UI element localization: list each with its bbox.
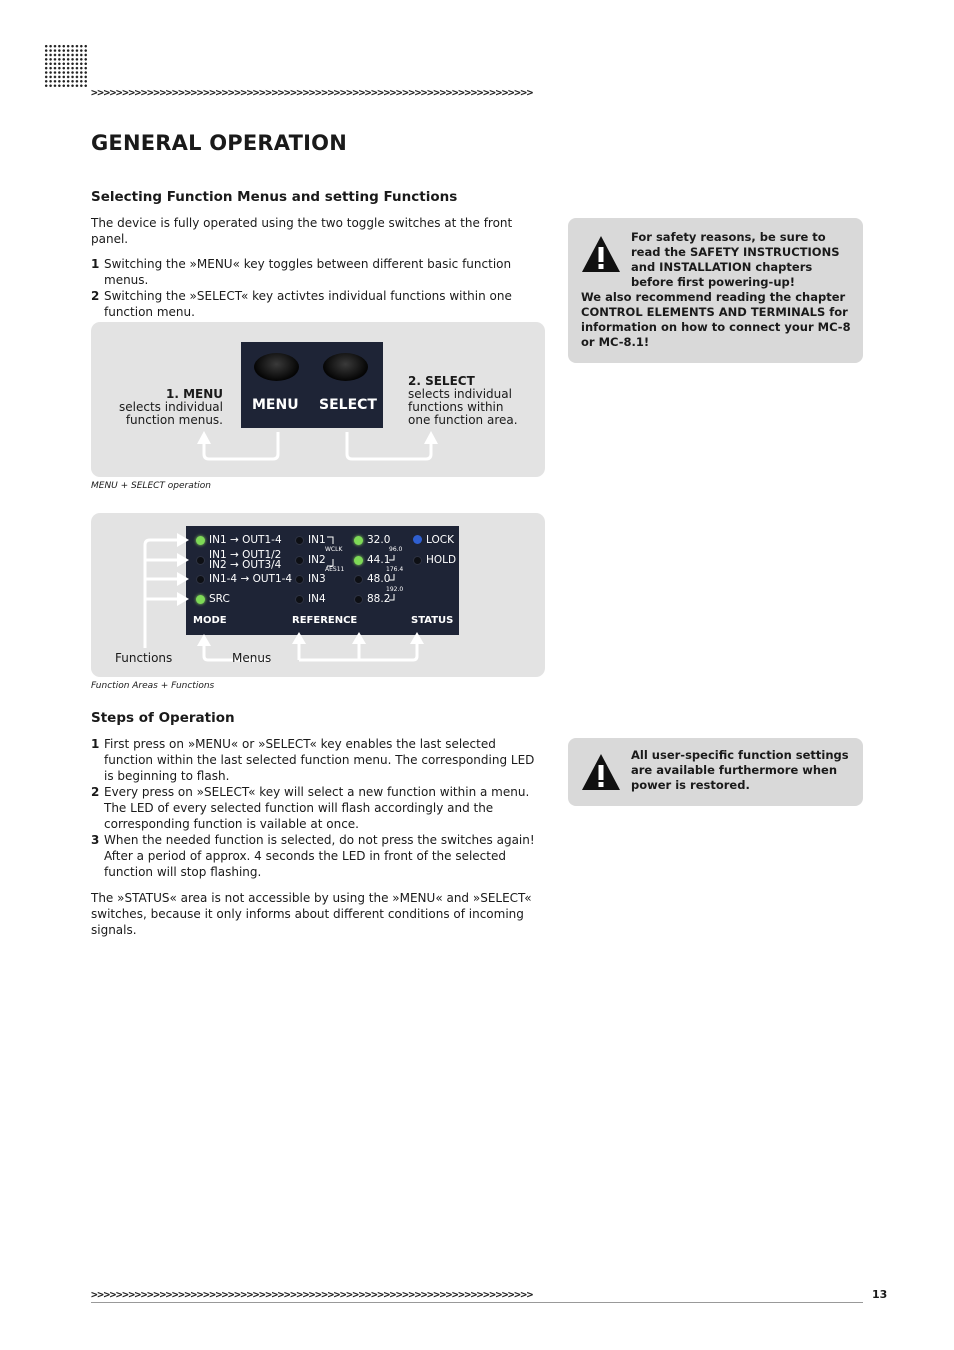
ref-wclk-label: WCLK	[325, 546, 343, 553]
select-switch-label: SELECT	[319, 397, 377, 413]
freq-label-3: 48.0	[367, 573, 391, 585]
freq-sub-3: 192.0	[386, 586, 404, 593]
status-lock-label: LOCK	[426, 534, 454, 546]
settings-warning-box	[568, 738, 863, 806]
status-paragraph: The »STATUS« area is not accessible by using the »MENU« and »SELECT« switches, because it only informs about different conditions of incoming signals.	[91, 891, 532, 937]
freq-sub-1: 96.0	[389, 546, 403, 553]
menus-label: Menus	[232, 651, 272, 665]
ref-in4-label: IN4	[308, 593, 326, 605]
logo-dot-grid	[44, 44, 88, 88]
functions-label: Functions	[115, 651, 173, 665]
list-item: 2 Every press on »SELECT« key will select a new function within a menu. The LED of every selected function will flash accordingly and the corresponding function is vailable at once.	[91, 785, 530, 831]
freq-label-2: 44.1	[367, 554, 391, 566]
footer-divider	[91, 1302, 863, 1303]
list-item: 3 When the needed function is selected, do not press the switches again! After a period of approx. 4 seconds the LED in front of the selected function will stop flashing.	[91, 833, 535, 879]
section-heading-steps: Steps of Operation	[91, 710, 235, 726]
function-list	[91, 256, 547, 320]
list-item: 2 Switching the »SELECT« key activtes individual functions within one function menu.	[91, 289, 512, 319]
status-area-label: STATUS	[411, 615, 454, 626]
reference-area-label: REFERENCE	[292, 615, 358, 626]
safety-warning-box	[568, 218, 863, 363]
section-heading-menus: Selecting Function Menus and setting Functions	[91, 189, 458, 205]
ref-in3-label: IN3	[308, 573, 326, 585]
mode-label-1: IN1 → OUT1-4	[209, 534, 282, 546]
mode-area-label: MODE	[193, 615, 227, 626]
steps-list	[91, 736, 543, 880]
ref-aes11-label: AES11	[325, 566, 345, 573]
menu-select-figure	[91, 322, 545, 477]
page-title: GENERAL OPERATION	[91, 131, 347, 155]
select-description: 2. SELECT selects individual functions within one function area.	[408, 374, 518, 427]
mode-label-2a: IN1 → OUT1/2	[209, 549, 282, 561]
freq-label-4: 88.2	[367, 593, 391, 605]
ref-in1-label: IN1	[308, 534, 326, 546]
warning-icon	[580, 752, 622, 792]
menu-description: 1. MENU selects individual function menus.	[119, 387, 223, 427]
warning-text-settings: All user-specific function settings are available furthermore when power is restored.	[631, 748, 849, 792]
list-item: 1 Switching the »MENU« key toggles between different basic function menus.	[91, 257, 512, 287]
warning-text-recommend: We also recommend reading the chapter CONTROL ELEMENTS AND TERMINALS for information on how to connect your MC-8 or MC-8.1!	[581, 290, 851, 349]
page-number: 13	[872, 1288, 888, 1301]
status-hold-label: HOLD	[426, 554, 457, 566]
menu-select-arrows	[91, 322, 545, 477]
mode-label-2b: IN2 → OUT3/4	[209, 559, 282, 571]
mode-label-3: IN1-4 → OUT1-4	[209, 573, 293, 585]
list-item: 1 First press on »MENU« or »SELECT« key enables the last selected function within the last selected function menu. The corresponding LED is beginning to flash.	[91, 737, 535, 783]
figure-caption-function-areas: Function Areas + Functions	[91, 681, 215, 691]
mode-label-4: SRC	[209, 593, 230, 605]
menu-switch-label: MENU	[252, 397, 299, 413]
freq-sub-2: 176.4	[386, 566, 404, 573]
intro-paragraph: The device is fully operated using the two toggle switches at the front panel.	[91, 216, 513, 246]
ref-in2-label: IN2	[308, 554, 326, 566]
figure-caption-menu-select: MENU + SELECT operation	[91, 481, 211, 491]
footer-arrow-rule: >>>>>>>>>>>>>>>>>>>>>>>>>>>>>>>>>>>>>>>>>>>>>>>>>>>>>>>>>>>>>>>>>>>>>>>	[91, 1288, 533, 1301]
warning-text-safety: For safety reasons, be sure to read the SAFETY INSTRUCTIONS and INSTALLATION chapters before first powering-up!	[631, 230, 840, 289]
function-areas-figure	[91, 513, 545, 677]
freq-label-1: 32.0	[367, 534, 391, 546]
header-arrow-rule: >>>>>>>>>>>>>>>>>>>>>>>>>>>>>>>>>>>>>>>>>>>>>>>>>>>>>>>>>>>>>>>>>>>>>>>	[91, 86, 533, 99]
